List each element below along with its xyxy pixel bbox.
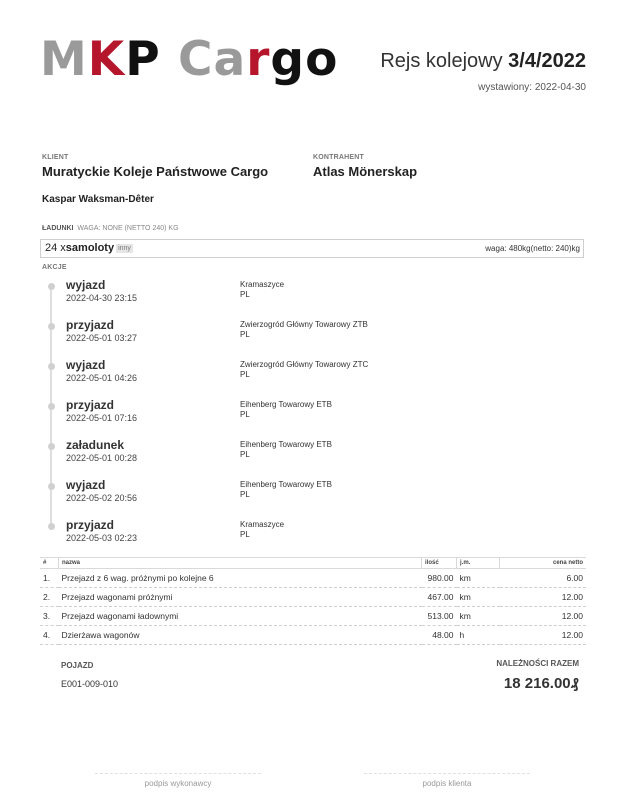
- table-row: 2. Przejazd wagonami próżnymi 467.00 km 12.00: [40, 588, 586, 607]
- event-type: załadunek: [66, 438, 125, 452]
- col-name: nazwa: [59, 558, 422, 569]
- event-location: Eihenberg Towarowy ETB PL: [240, 480, 332, 499]
- cargo-name: samoloty: [65, 242, 115, 254]
- timeline-dot: [48, 443, 55, 450]
- company-logo: MKP Cargo: [40, 32, 339, 87]
- col-qty: ilość: [422, 558, 457, 569]
- event-location: Zwierzogród Główny Towarowy ZTB PL: [240, 320, 368, 339]
- event-type: wyjazd: [66, 478, 106, 492]
- event-date: 2022-05-01 04:26: [66, 373, 138, 383]
- timeline-event: [40, 318, 560, 358]
- col-index: #: [40, 558, 59, 569]
- timeline-event: [40, 438, 560, 478]
- event-type: przyjazd: [66, 398, 115, 412]
- timeline-event: [40, 478, 560, 518]
- event-date: 2022-05-01 00:28: [66, 453, 138, 463]
- items-table: [40, 557, 586, 645]
- client-label: KLIENT: [42, 154, 69, 161]
- document-title: Rejs kolejowy 3/4/2022: [380, 50, 586, 72]
- contractor-signature-label: podpis wykonawcy: [144, 779, 212, 788]
- timeline-dot: [48, 483, 55, 490]
- event-type: przyjazd: [66, 518, 115, 532]
- cargo-item: [45, 242, 133, 254]
- table-row: 4. Dzierżawa wagonów 48.00 h 12.00: [40, 626, 586, 645]
- contractor-name: Atlas Mönerskap: [313, 164, 418, 179]
- event-type: przyjazd: [66, 318, 115, 332]
- timeline-event: [40, 358, 560, 398]
- issue-date: wystawiony: 2022-04-30: [478, 82, 586, 93]
- timeline-dot: [48, 323, 55, 330]
- timeline-dot: [48, 283, 55, 290]
- document-number: 3/4/2022: [508, 50, 586, 72]
- total-due-label: NALEŻNOŚCI RAZEM: [496, 659, 579, 668]
- contractor-signature-line: [95, 773, 261, 774]
- timeline-event: [40, 278, 560, 318]
- event-location: Zwierzogród Główny Towarowy ZTC PL: [240, 360, 369, 379]
- event-date: 2022-05-01 03:27: [66, 333, 138, 343]
- table-row: 3. Przejazd wagonami ładownymi 513.00 km 12.00: [40, 607, 586, 626]
- client-signature-label: podpis klienta: [422, 779, 472, 788]
- contractor-label: KONTRAHENT: [313, 154, 364, 161]
- timeline-dot: [48, 363, 55, 370]
- vehicle-value: E001-009-010: [61, 679, 119, 689]
- col-unit: j.m.: [457, 558, 500, 569]
- event-date: 2022-05-03 02:23: [66, 533, 138, 543]
- vehicle-label: POJAZD: [61, 661, 94, 670]
- event-date: 2022-04-30 23:15: [66, 293, 138, 303]
- client-name: Muratyckie Koleje Państwowe Cargo: [42, 164, 269, 179]
- table-header-row: [40, 558, 586, 569]
- event-type: wyjazd: [66, 278, 106, 292]
- event-date: 2022-05-02 20:56: [66, 493, 138, 503]
- col-price: cena netto: [500, 558, 587, 569]
- table-row: 1. Przejazd z 6 wag. próżnymi po kolejne 6 980.00 km 6.00: [40, 569, 586, 588]
- client-signature-line: [364, 773, 530, 774]
- timeline-dot: [48, 403, 55, 410]
- client-person: Kaspar Waksman-Dêter: [42, 194, 154, 205]
- timeline-event: [40, 518, 560, 558]
- total-due-value: 18 216.00₰: [503, 675, 579, 692]
- cargo-header: ŁADUNKI WAGA: NONE (NETTO 240) KG: [42, 225, 179, 232]
- cargo-row: [40, 239, 584, 258]
- event-location: Eihenberg Towarowy ETB PL: [240, 440, 332, 459]
- event-type: wyjazd: [66, 358, 106, 372]
- cargo-type-badge: inny: [118, 245, 131, 252]
- actions-label: AKCJE: [42, 264, 67, 271]
- event-location: Kramaszyce PL: [240, 520, 285, 539]
- timeline-dot: [48, 523, 55, 530]
- cargo-weight: waga: 480kg(netto: 240)kg: [485, 244, 580, 253]
- cargo-qty: 24 x: [45, 242, 66, 254]
- timeline-event: [40, 398, 560, 438]
- event-location: Kramaszyce PL: [240, 280, 285, 299]
- event-date: 2022-05-01 07:16: [66, 413, 138, 423]
- event-location: Eihenberg Towarowy ETB PL: [240, 400, 332, 419]
